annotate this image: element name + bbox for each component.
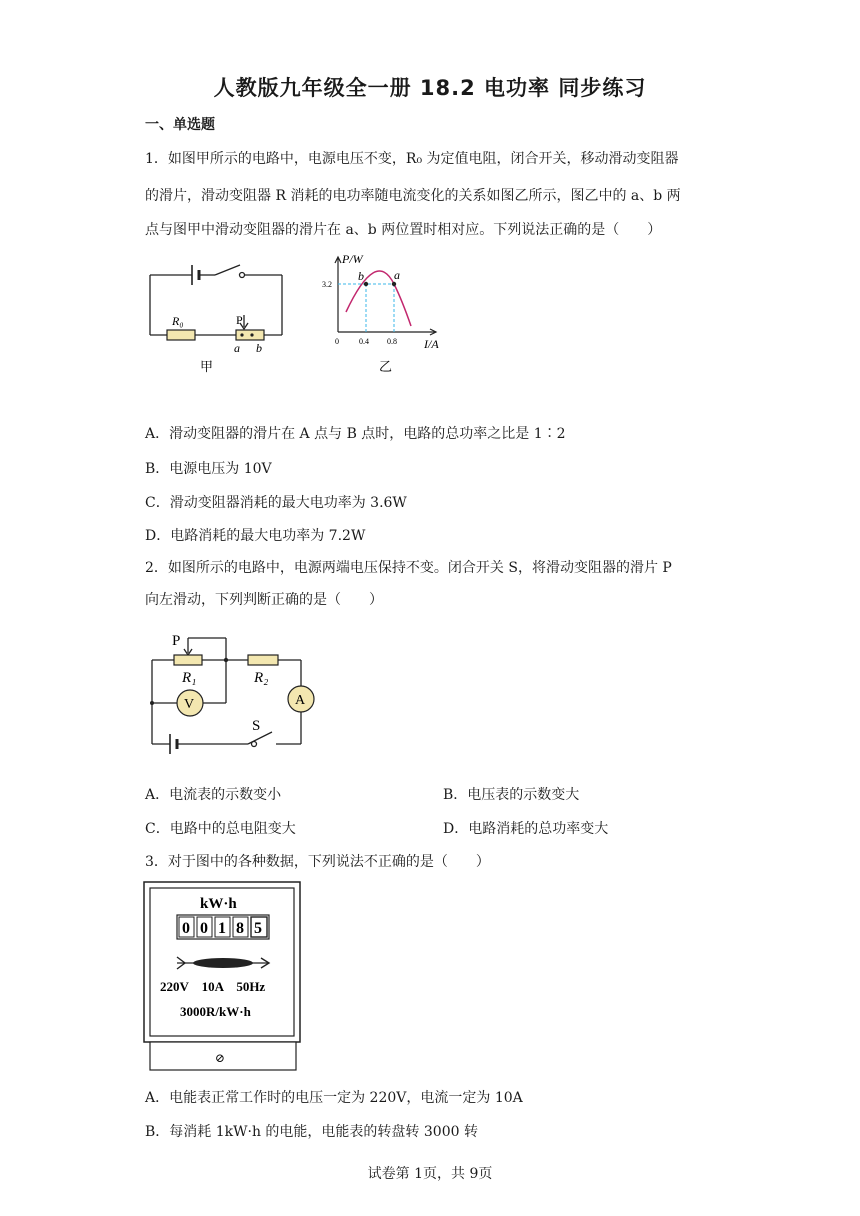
- resistor-r2: [248, 655, 278, 665]
- ammeter-label: A: [295, 693, 306, 708]
- power-curve: [346, 271, 411, 326]
- label-r2: R₂: [254, 670, 269, 686]
- screw-icon: ⊘: [215, 1051, 226, 1065]
- q3-option-b: B．每消耗 1kW·h 的电能，电能表的转盘转 3000 转: [145, 1124, 478, 1140]
- q1-option-a: A．滑动变阻器的滑片在 A 点与 B 点时，电路的总功率之比是 1∶2: [145, 426, 566, 442]
- circuit-diagram-jia: [140, 255, 300, 380]
- label-p: P: [236, 313, 243, 327]
- resistor-r0: [167, 330, 195, 340]
- circuit-diagram-q2: [140, 628, 320, 758]
- label-r0: R₀: [172, 314, 184, 328]
- page-footer: 试卷第 1页，共 9页: [367, 1166, 493, 1182]
- point-b: [364, 282, 368, 286]
- slider-rheostat: [236, 330, 264, 340]
- x-axis-label: I/A: [424, 337, 439, 351]
- q1-option-c: C．滑动变阻器消耗的最大电功率为 3.6W: [145, 495, 407, 511]
- q2-option-b: B．电压表的示数变大: [443, 787, 580, 803]
- x-tick-0-8: 0.8: [387, 337, 397, 346]
- meter-ratings: 220V 10A 50Hz: [160, 979, 266, 994]
- voltmeter-label: V: [184, 697, 195, 712]
- x-tick-0-4: 0.4: [359, 337, 369, 346]
- q1-line-3: 点与图甲中滑动变阻器的滑片在 a、b 两位置时相对应。下列说法正确的是（ ）: [145, 222, 662, 238]
- q1-line-2: 的滑片，滑动变阻器 R 消耗的电功率随电流变化的关系如图乙所示，图乙中的 a、b 两: [145, 188, 681, 204]
- point-a: [392, 282, 396, 286]
- meter-digit-3: 1: [218, 920, 226, 937]
- meter-digit-5: 5: [254, 920, 262, 937]
- q2-option-c: C．电路中的总电阻变大: [145, 821, 296, 837]
- point-a-label: a: [394, 268, 400, 282]
- meter-digit-4: 8: [236, 920, 244, 937]
- caption-jia: 甲: [200, 359, 214, 374]
- q3-option-a: A．电能表正常工作时的电压一定为 220V，电流一定为 10A: [145, 1090, 523, 1106]
- electric-meter: [143, 881, 303, 1073]
- page-title: 人教版九年级全一册 18.2 电功率 同步练习: [213, 76, 647, 100]
- label-p: P: [172, 633, 181, 649]
- meter-unit: kW·h: [200, 896, 237, 912]
- q3-line-1: 3．对于图中的各种数据，下列说法不正确的是（ ）: [145, 854, 490, 870]
- label-b: b: [256, 341, 262, 355]
- caption-yi: 乙: [379, 359, 393, 374]
- y-tick-3-2: 3.2: [322, 280, 332, 289]
- y-axis-label: P/W: [342, 252, 363, 266]
- meter-digit-1: 0: [182, 920, 190, 937]
- section-heading: 一、单选题: [145, 117, 215, 133]
- q2-line-1: 2．如图所示的电路中，电源两端电压保持不变。闭合开关 S，将滑动变阻器的滑片 P: [145, 560, 672, 576]
- meter-revs: 3000R/kW·h: [180, 1004, 251, 1019]
- origin-label: 0: [335, 337, 339, 346]
- label-a: a: [234, 341, 240, 355]
- label-r1: R₁: [182, 670, 197, 686]
- q1-line-1: 1．如图甲所示的电路中，电源电压不变，R₀ 为定值电阻，闭合开关，移动滑动变阻器: [145, 151, 679, 167]
- label-s: S: [252, 718, 261, 734]
- guide-lines: [338, 284, 394, 332]
- resistor-r1: [174, 655, 202, 665]
- meter-digit-2: 0: [200, 920, 208, 937]
- q1-option-b: B．电源电压为 10V: [145, 461, 272, 477]
- q2-line-2: 向左滑动，下列判断正确的是（ ）: [145, 592, 383, 608]
- q1-option-d: D．电路消耗的最大电功率为 7.2W: [145, 528, 366, 544]
- point-b-label: b: [358, 269, 364, 283]
- q2-option-d: D．电路消耗的总功率变大: [443, 821, 609, 837]
- q2-option-a: A．电流表的示数变小: [145, 787, 282, 803]
- power-current-graph: [320, 250, 450, 378]
